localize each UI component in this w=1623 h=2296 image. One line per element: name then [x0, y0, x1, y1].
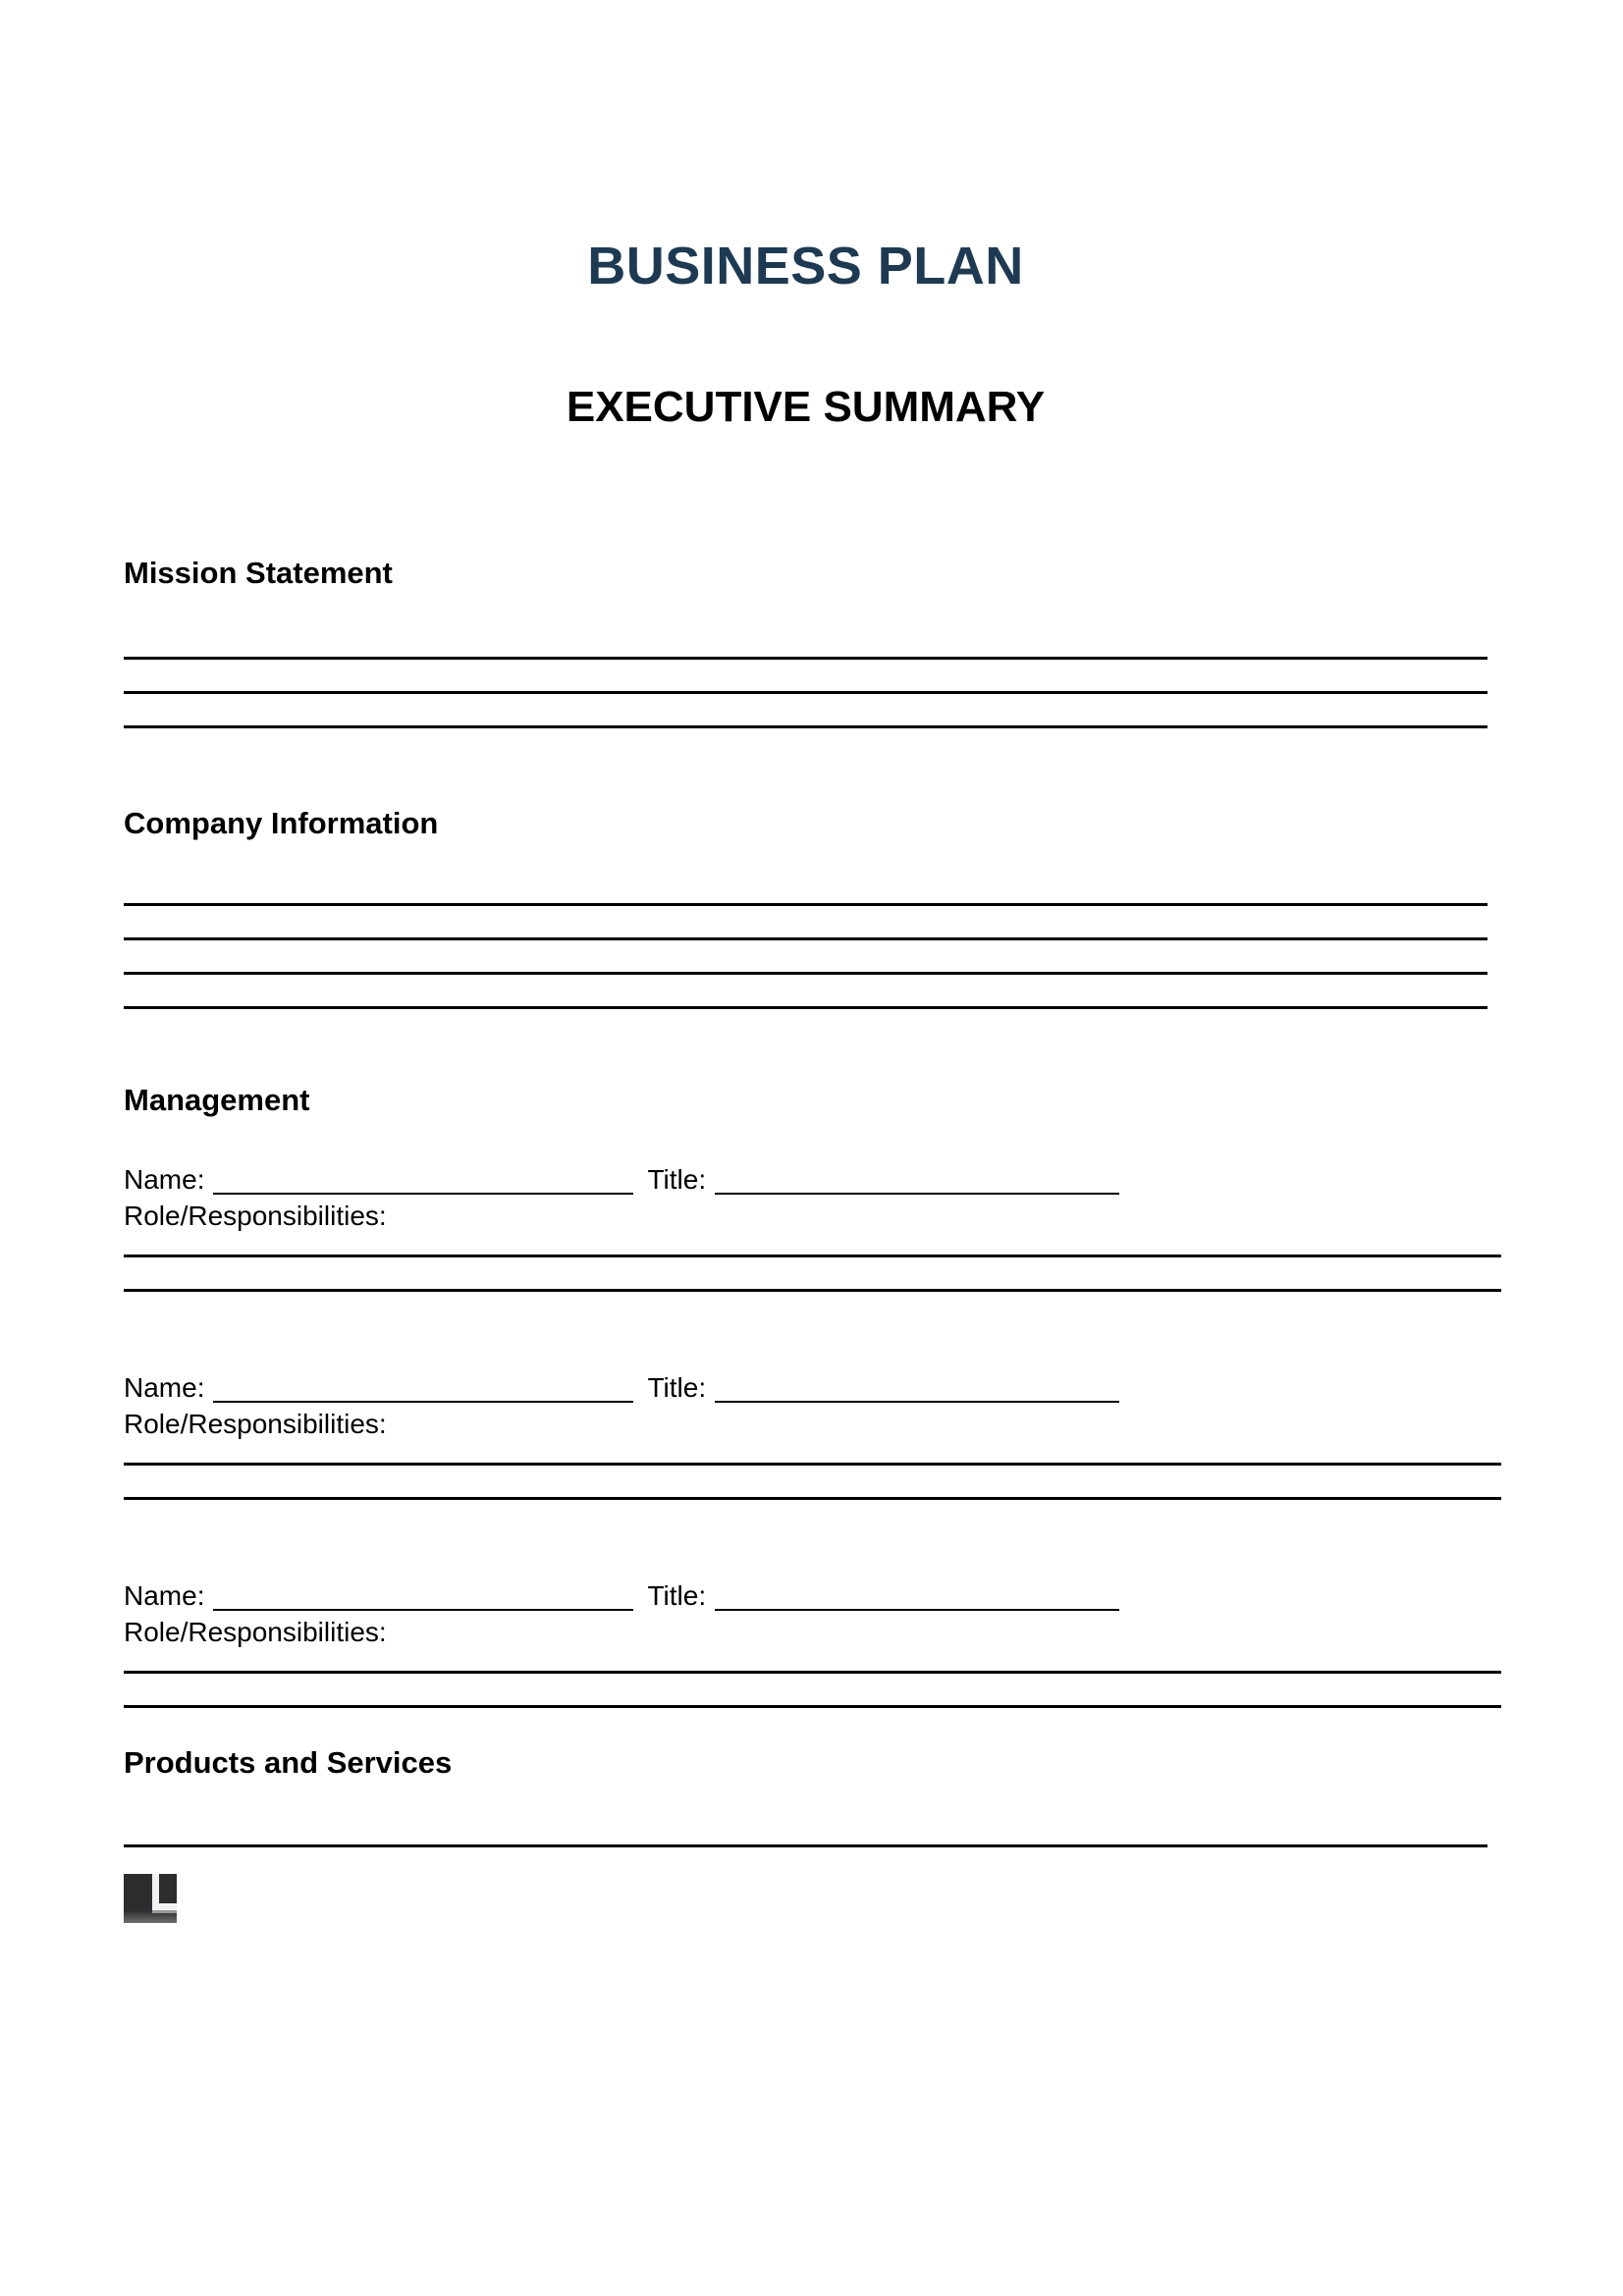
company-blank-lines: [124, 872, 1488, 1009]
blank-line: [124, 872, 1488, 906]
name-blank-field: [213, 1192, 633, 1195]
blank-line: [124, 1674, 1501, 1708]
name-blank-field: [213, 1608, 633, 1611]
management-heading: Management: [124, 1083, 310, 1117]
blank-line: [124, 940, 1488, 975]
title-blank-field: [715, 1608, 1119, 1611]
section-products-and-services: [124, 1745, 1488, 1847]
title-blank-field: [715, 1192, 1119, 1195]
name-label: Name:: [124, 1372, 205, 1403]
mission-statement-heading: Mission Statement: [124, 556, 393, 590]
role-label: Role/Responsibilities:: [124, 1617, 387, 1647]
blank-line: [124, 906, 1488, 940]
section-management: [124, 1083, 1488, 1708]
management-entry: [124, 1161, 1488, 1292]
section-mission-statement: [124, 556, 1488, 728]
blank-line: [124, 660, 1488, 694]
blank-line: [124, 975, 1488, 1009]
mission-blank-lines: [124, 625, 1488, 728]
management-entry: [124, 1369, 1488, 1500]
section-company-information: [124, 806, 1488, 1009]
blank-line: [124, 1813, 1488, 1847]
products-services-heading: Products and Services: [124, 1745, 453, 1780]
title-label: Title:: [647, 1372, 707, 1403]
role-label: Role/Responsibilities:: [124, 1201, 387, 1231]
company-information-heading: Company Information: [124, 806, 439, 840]
management-entry: [124, 1577, 1488, 1708]
name-label: Name:: [124, 1580, 205, 1611]
name-title-row: [124, 1577, 1488, 1614]
title-label: Title:: [647, 1164, 707, 1195]
blank-line: [124, 1257, 1501, 1292]
products-blank-lines: [124, 1813, 1488, 1847]
name-blank-field: [213, 1400, 633, 1403]
name-title-row: [124, 1161, 1488, 1198]
blank-line: [124, 625, 1488, 660]
blank-line: [124, 694, 1488, 728]
title-blank-field: [715, 1400, 1119, 1403]
name-label: Name:: [124, 1164, 205, 1195]
name-title-row: [124, 1369, 1488, 1406]
document-title: BUSINESS PLAN: [587, 237, 1024, 295]
legal-templates-logo-icon: [124, 1874, 177, 1923]
blank-line: [124, 1466, 1501, 1500]
role-label: Role/Responsibilities:: [124, 1409, 387, 1439]
title-label: Title:: [647, 1580, 707, 1611]
document-subtitle: EXECUTIVE SUMMARY: [566, 383, 1046, 431]
